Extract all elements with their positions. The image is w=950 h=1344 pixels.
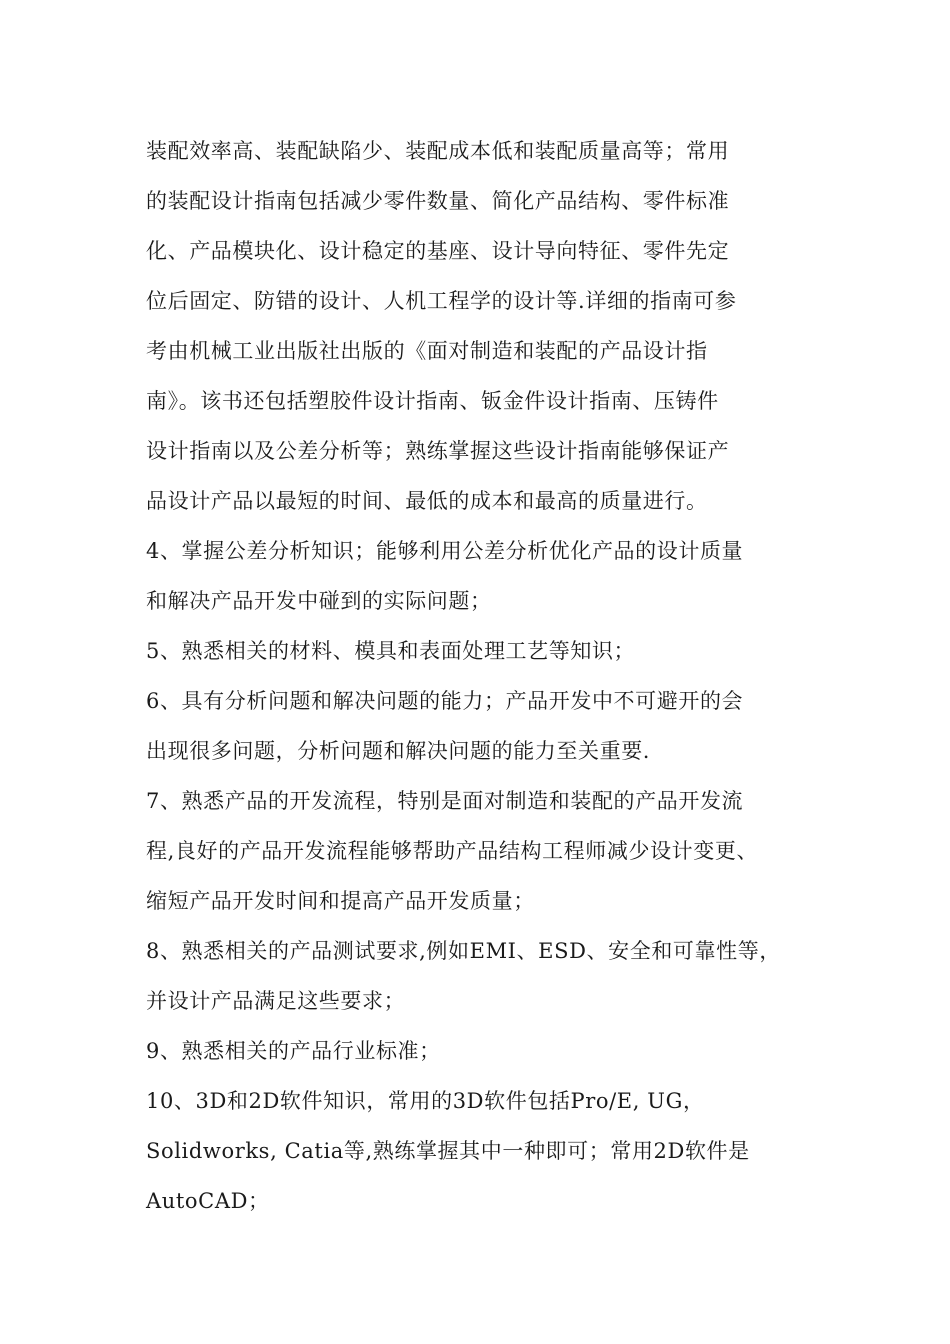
text-line: Solidworks, Catia等,熟练掌握其中一种即可；常用2D软件是 <box>146 1139 750 1163</box>
text-line: 缩短产品开发时间和提高产品开发质量； <box>146 889 535 913</box>
text-line: 设计指南以及公差分析等；熟练掌握这些设计指南能够保证产 <box>146 439 730 463</box>
list-item-5: 5、熟悉相关的材料、模具和表面处理工艺等知识； <box>146 639 636 663</box>
document-body <box>146 126 826 1226</box>
list-item-4: 4、掌握公差分析知识；能够利用公差分析优化产品的设计质量 <box>146 539 744 563</box>
text-line: AutoCAD； <box>146 1189 270 1213</box>
text-line: 南》。该书还包括塑胶件设计指南、钣金件设计指南、压铸件 <box>146 389 719 413</box>
list-item-6: 6、具有分析问题和解决问题的能力；产品开发中不可避开的会 <box>146 689 744 713</box>
text-line: 品设计产品以最短的时间、最低的成本和最高的质量进行。 <box>146 489 708 513</box>
text-line: 位后固定、防错的设计、人机工程学的设计等.详细的指南可参 <box>146 289 737 313</box>
text-line: 装配效率高、装配缺陷少、装配成本低和装配质量高等；常用 <box>146 139 730 163</box>
list-item-7: 7、熟悉产品的开发流程，特别是面对制造和装配的产品开发流 <box>146 789 744 813</box>
text-line: 并设计产品满足这些要求； <box>146 989 406 1013</box>
text-line: 和解决产品开发中碰到的实际问题； <box>146 589 492 613</box>
text-line: 化、产品模块化、设计稳定的基座、设计导向特征、零件先定 <box>146 239 730 263</box>
list-item-8: 8、熟悉相关的产品测试要求,例如EMI、ESD、安全和可靠性等， <box>146 939 781 963</box>
list-item-10: 10、3D和2D软件知识，常用的3D软件包括Pro/E, UG， <box>146 1089 705 1113</box>
text-line: 出现很多问题，分析问题和解决问题的能力至关重要. <box>146 739 651 763</box>
text-line: 考由机械工业出版社出版的《面对制造和装配的产品设计指 <box>146 339 708 363</box>
text-line: 程,良好的产品开发流程能够帮助产品结构工程师减少设计变更、 <box>146 839 759 863</box>
list-item-9: 9、熟悉相关的产品行业标准； <box>146 1039 441 1063</box>
text-line: 的装配设计指南包括减少零件数量、简化产品结构、零件标准 <box>146 189 730 213</box>
